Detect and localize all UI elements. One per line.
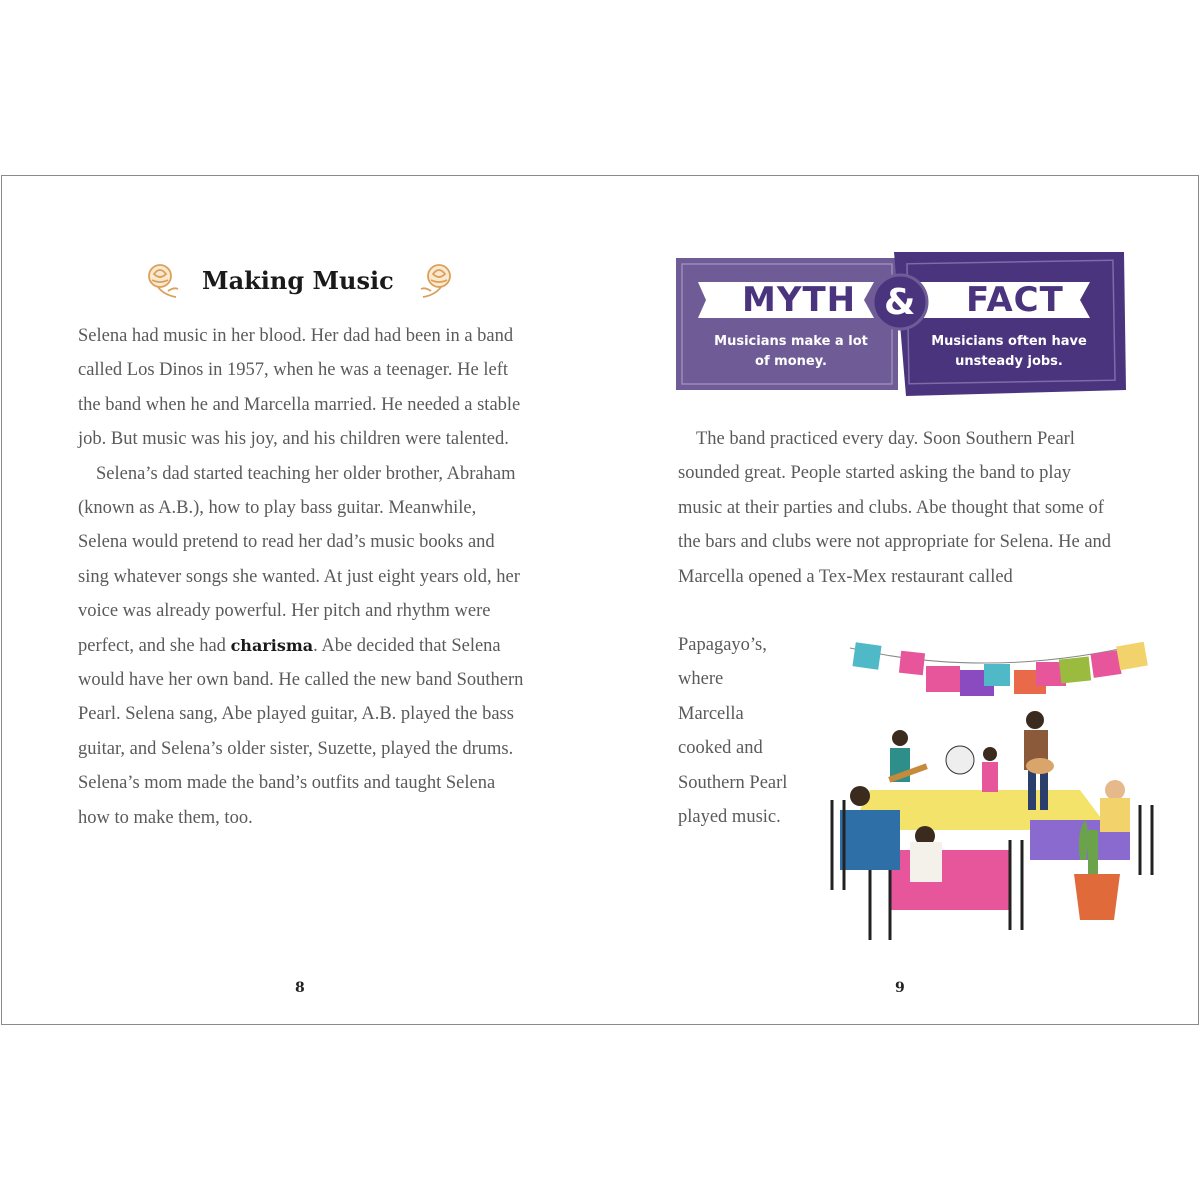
- wrapped-text-column: [678, 628, 828, 834]
- rose-ornament-left-icon: [140, 260, 186, 300]
- wrap-line: Papagayo’s,: [678, 635, 767, 655]
- fact-statement: Musicians often have unsteady jobs.: [931, 334, 1087, 369]
- flower-pot-icon: [1074, 874, 1120, 920]
- wrap-line: Southern Pearl: [678, 772, 788, 793]
- paragraph-1: Selena had music in her blood. Her dad had been in a band called Los Dinos in 1957, when he was a teenager. He left the band when he and Marcella married. He needed a stable job. But music was his joy, and his children were talented.: [78, 326, 521, 450]
- paragraph-3: The band practiced every day. Soon Southern Pearl sounded great. People started asking the band to play music at their parties and clubs. Abe thought that some of the bars and clubs were not appropriate for Selena. He and Marcella opened a Tex-Mex restaurant called: [678, 429, 1112, 587]
- paragraph-2-end: . Abe decided that Selena would have her own band. He called the new band Southern Pearl. Selena sang, Abe played guitar, A.B. played the bass guitar, and Selena’s older sister, Suzette, played the drums. Selena’s mom made the band’s outfits and taught Selena how to make them, too.: [78, 635, 524, 828]
- paragraph-2: [78, 457, 530, 835]
- right-body-text: [678, 422, 1118, 594]
- paragraph-2-start: Selena’s dad started teaching her older brother, Abraham (known as A.B.), how to play bass guitar. Meanwhile, Selena would pretend to read her dad’s music books and sing whatever songs she wanted. At just eight years old, her voice was already powerful. Her pitch and rhythm were perfect, and she had: [78, 463, 520, 656]
- papel-picado-banner-icon: [852, 642, 1147, 696]
- heading-title: Making Music: [202, 266, 394, 295]
- left-body-text: [78, 319, 530, 835]
- myth-label: MYTH: [742, 280, 857, 320]
- rose-ornament-right-icon: [415, 260, 461, 300]
- fact-label: FACT: [966, 280, 1064, 320]
- myth-fact-box: [676, 252, 1126, 396]
- wrap-line: Marcella: [678, 703, 744, 724]
- chapter-heading: [140, 258, 460, 302]
- myth-fact-background: [676, 252, 1126, 396]
- wrap-line: cooked and: [678, 738, 763, 759]
- page-number-left: 8: [295, 980, 305, 996]
- restaurant-band-illustration: [830, 630, 1160, 950]
- page-number-right: 9: [895, 980, 905, 996]
- ampersand: &: [884, 282, 917, 323]
- wrap-line: where: [678, 669, 724, 690]
- glossary-term-charisma[interactable]: charisma: [230, 635, 314, 655]
- cactus-icon: [1088, 830, 1098, 874]
- wrap-line: played music.: [678, 807, 781, 828]
- table-pink: [890, 850, 1010, 910]
- myth-statement: Musicians make a lot of money.: [714, 334, 868, 369]
